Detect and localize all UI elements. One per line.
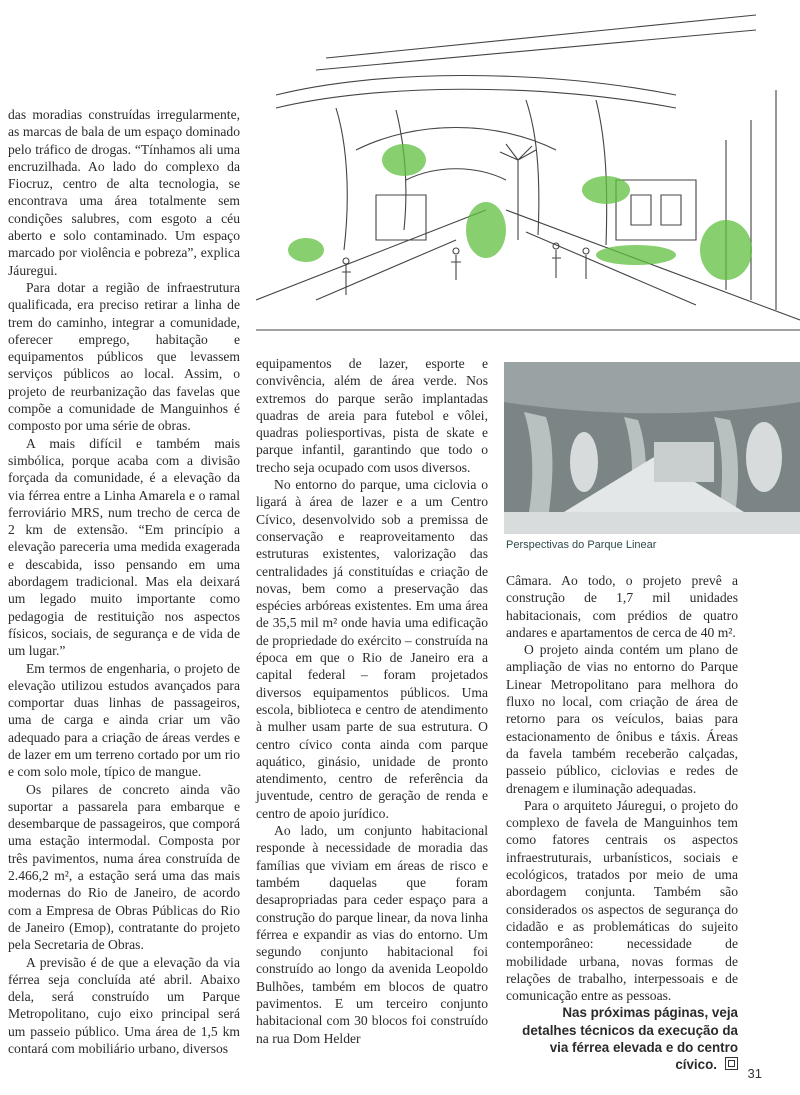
page-number: 31 [747,1066,762,1081]
paragraph: Para dotar a região de infraestrutura qualificada, era preciso retirar a linha de trem do caminho, integrar a comunidade, oferecer emprego, habitação e equipamentos públicos que levassem serviços públicos ao local. Assim, o projeto de reurbanização das favelas que compõe a comunidade de Manguinhos é composto por uma série de obras. [8,279,240,434]
paragraph: Câmara. Ao todo, o projeto prevê a construção de 1,7 mil unidades habitacionais, com prédios de quatro andares e apartamentos de cerca de 40 m². [506,573,738,640]
paragraph: No entorno do parque, uma ciclovia o ligará à área de lazer e a um Centro Cívico, desenvolvido sob a premissa de conservação e reaproveitamento das estruturas existentes, valorização das centralidades já constituídas e criação de novas, bem como a preservação das espécies arbóreas existentes. Em uma área de 35,5 mil m² onde havia uma edificação de propriedade do exército – construída na época em que o Rio de Janeiro era a capital federal – foram projetados diversos equipamentos públicos. Uma escola, biblioteca e centro de atendimento à mulher usam parte de sua estrutura. O centro cívico conta ainda com parque aquático, ginásio, unidade de pronto atendimento, centro de referência da juventude, centro de geração de renda e centro de apoio jurídico. [256,477,488,821]
closing-note [506,1004,738,1073]
paragraph: A mais difícil e também mais simbólica, porque acaba com a divisão forçada da comunidade, é a elevação da via férrea entre a Linha Amarela e o ramal ferroviário MRS, num trecho de cerca de 2 km de extensão. “Em princípio a elevação pareceria uma medida exagerada e descabida, isso pensando em uma abordagem tradicional. Mas ela deixará um legado muito importante como pedagogia de restituição nos aspectos físicos, sociais, de segurança e de vida de um lugar.” [8,435,240,659]
park-render-image [504,362,800,534]
paragraph: Ao lado, um conjunto habitacional responde à necessidade de moradia das famílias que viviam em áreas de risco e também daquelas que foram desapropriadas para ceder espaço para a construção do parque linear, da nova linha férrea e expandir as vias do entorno. Um segundo conjunto habitacional foi construído ao longo da avenida Leopoldo Bulhões, também em blocos de quatro pavimentos. E um terceiro conjunto habitacional com 30 blocos foi construído na rua Dom Helder [256,823,488,1046]
park-sketch-illustration [256,0,800,338]
article-column-2 [256,355,488,1047]
end-of-article-icon [725,1057,738,1070]
paragraph: Para o arquiteto Jáuregui, o projeto do complexo de favela de Manguinhos tem como fatores centrais os aspectos infraestruturais, urbanísticos, sociais e ecológicos, tratados por meio de uma abordagem conjunta. Também são considerados os aspectos de segurança do cidadão e as problemáticas do sujeito contemporâneo: necessidade de mobilidade urbana, novas formas de relações de trabalho, interpessoais e de comunicação entre as pessoas. [506,797,738,1004]
article-column-3 [506,572,738,1074]
paragraph: O projeto ainda contém um plano de ampliação de vias no entorno do Parque Linear Metropolitano para melhora do fluxo no local, com criação de área de retorno para os veículos, baias para estacionamento de ônibus e táxis. Áreas da favela também receberão calçadas, passeio público, ciclovias e redes de drenagem e iluminação adequadas. [506,642,738,796]
paragraph: Em termos de engenharia, o projeto de elevação utilizou estudos avançados para comportar duas linhas de passageiros, uma de carga e ainda criar um vão adequado para a criação de áreas verdes e de lazer em um terreno cortado por um rio e com solo mole, típico de mangue. [8,660,240,780]
image-caption: Perspectivas do Parque Linear [506,539,657,551]
closing-note-text: Nas próximas páginas, veja detalhes técnicos da execução da via férrea elevada e do centro cívico. [522,1005,738,1073]
paragraph: equipamentos de lazer, esporte e convivência, além de área verde. Nos extremos do parque serão implantadas quadras de areia para futebol e vôlei, quadras poliesportivas, pista de skate e parque infantil, garantindo que todo o trecho seja ocupado com usos diversos. [256,356,488,475]
paragraph: das moradias construídas irregularmente, as marcas de bala de um espaço dominado pelo tráfico de drogas. “Tínhamos ali uma encruzilhada. Ao lado do complexo da Fiocruz, centro de alta tecnologia, se encontrava uma área totalmente sem condições salubres, com esgoto a céu aberto e solo contaminado. Um espaço marcado por violência e pobreza”, explica Jáuregui. [8,107,240,278]
article-column-1 [8,106,240,1057]
paragraph: Os pilares de concreto ainda vão suportar a passarela para embarque e desembarque de passageiros, que comporá uma estação intermodal. Composta por três pavimentos, numa área construída de 2.466,2 m², a estação será uma das mais modernas do Rio de Janeiro, de acordo com a Empresa de Obras Públicas do Rio de Janeiro (Emop), contratante do projeto pela Secretaria de Obras. [8,781,240,953]
paragraph: A previsão é de que a elevação da via férrea seja concluída até abril. Abaixo dela, será construído um Parque Metropolitano, cujo eixo principal será um passeio público. Uma área de 1,5 km contará com mobiliário urbano, diversos [8,954,240,1057]
